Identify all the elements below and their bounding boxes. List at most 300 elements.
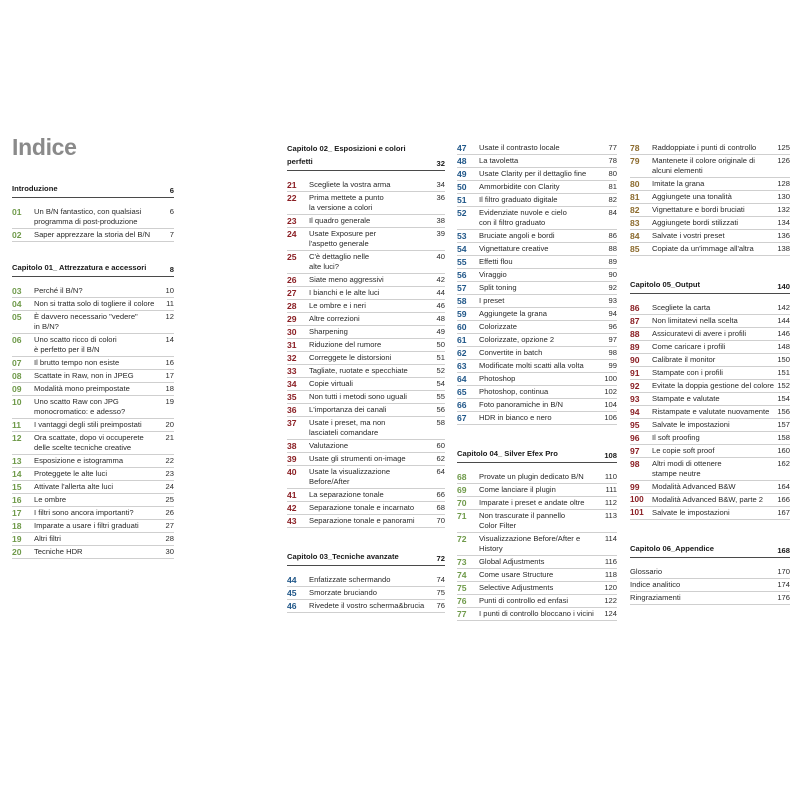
entry-number: 36: [287, 405, 297, 415]
entry-number: 74: [457, 570, 467, 580]
entry-page: 154: [777, 394, 790, 403]
toc-entry[interactable]: [457, 230, 617, 243]
entry-page: 162: [777, 459, 790, 468]
toc-entry[interactable]: [630, 393, 790, 406]
toc-entry[interactable]: [12, 520, 174, 533]
entry-number: 05: [12, 312, 22, 322]
toc-entry[interactable]: [287, 417, 445, 440]
entry-number: 91: [630, 368, 640, 378]
entry-number: 20: [12, 547, 22, 557]
entry-title: Split toning: [479, 283, 517, 292]
toc-entry[interactable]: [287, 440, 445, 453]
entry-title: Global Adjustments: [479, 557, 545, 566]
entry-number: 17: [12, 508, 22, 518]
entry-title: Salvate le impostazioni: [652, 420, 730, 429]
toc-entry[interactable]: [287, 378, 445, 391]
toc-entry[interactable]: [287, 339, 445, 352]
entry-number: 07: [12, 358, 22, 368]
entry-title: Scattate in Raw, non in JPEG: [34, 371, 134, 380]
entry-number: 68: [457, 472, 467, 482]
toc-entry[interactable]: [630, 507, 790, 520]
toc-entry[interactable]: [12, 468, 174, 481]
entry-page: 50: [436, 340, 445, 349]
entry-title: Attivate l'allerta alte luci: [34, 482, 114, 491]
entry-page: 151: [777, 368, 790, 377]
toc-entry[interactable]: [457, 282, 617, 295]
toc-entry[interactable]: [12, 334, 174, 357]
entry-title: Uno scatto Raw con JPG monocromatico: e adesso?: [34, 397, 126, 416]
entry-title: Non limitatevi nella scelta: [652, 316, 738, 325]
entry-title: Imparate i preset e andate oltre: [479, 498, 585, 507]
entry-page: 94: [608, 309, 617, 318]
entry-number: 40: [287, 467, 297, 477]
entry-title: I punti di controllo bloccano i vicini: [479, 609, 594, 618]
entry-title: Il soft proofing: [652, 433, 700, 442]
section-heading-page: 6: [169, 186, 174, 195]
entry-page: 58: [436, 418, 445, 427]
entry-title: Visualizzazione Before/After e History: [479, 534, 581, 553]
entry-number: 25: [287, 252, 297, 262]
toc-entry[interactable]: [457, 321, 617, 334]
entry-title: I filtri sono ancora importanti?: [34, 508, 134, 517]
entry-number: 41: [287, 490, 297, 500]
entry-title: Vignettature e bordi bruciati: [652, 205, 745, 214]
entry-page: 106: [604, 413, 617, 422]
entry-page: 118: [604, 570, 617, 579]
section-heading-title: Capitolo 01_ Attrezzatura e accessori: [12, 263, 147, 272]
toc-entry[interactable]: [12, 357, 174, 370]
toc-entry[interactable]: [287, 574, 445, 587]
toc-entry[interactable]: [457, 256, 617, 269]
toc-entry[interactable]: [630, 566, 790, 579]
entry-title: Rivedete il vostro scherma&brucia: [309, 601, 425, 610]
toc-entry[interactable]: [630, 367, 790, 380]
toc-entry[interactable]: [287, 215, 445, 228]
section-capitolo-05: [630, 278, 790, 520]
entry-number: 04: [12, 299, 22, 309]
toc-entry[interactable]: [630, 579, 790, 592]
entry-page: 110: [604, 472, 617, 481]
entry-title: I bianchi e le alte luci: [309, 288, 380, 297]
section-spacer: [287, 171, 445, 179]
toc-entry[interactable]: [457, 569, 617, 582]
entry-title: Indice analitico: [630, 580, 681, 589]
toc-entry[interactable]: [457, 334, 617, 347]
toc-entry[interactable]: [12, 533, 174, 546]
toc-entry[interactable]: [287, 287, 445, 300]
toc-entry[interactable]: [287, 489, 445, 502]
entry-number: 101: [630, 508, 644, 517]
entry-page: 146: [777, 329, 790, 338]
entry-title: Uno scatto ricco di colori è perfetto per il B/N: [34, 335, 117, 354]
entry-number: 58: [457, 296, 467, 306]
toc-entry[interactable]: [287, 313, 445, 326]
entry-page: 92: [608, 283, 617, 292]
entry-title: Imitate la grana: [652, 179, 705, 188]
section-introduzione: [12, 182, 174, 242]
entry-page: 158: [777, 433, 790, 442]
entry-number: 24: [287, 229, 297, 239]
toc-entry[interactable]: [457, 168, 617, 181]
entry-page: 170: [777, 567, 790, 576]
toc-entry[interactable]: [630, 155, 790, 178]
toc-entry[interactable]: [12, 494, 174, 507]
section-heading[interactable]: [630, 542, 790, 558]
entry-page: 42: [436, 275, 445, 284]
entry-title: Copiate da un'immage all'altra: [652, 244, 754, 253]
toc-entry[interactable]: [457, 471, 617, 484]
section-spacer: [630, 558, 790, 566]
entry-page: 93: [608, 296, 617, 305]
toc-entry[interactable]: [630, 494, 790, 507]
entry-page: 167: [777, 508, 790, 517]
toc-entry[interactable]: [630, 315, 790, 328]
toc-entry[interactable]: [287, 404, 445, 417]
toc-entry[interactable]: [12, 298, 174, 311]
toc-entry[interactable]: [457, 497, 617, 510]
toc-entry[interactable]: [457, 155, 617, 168]
entry-number: 97: [630, 446, 640, 456]
entry-page: 36: [436, 193, 445, 202]
section-heading[interactable]: [287, 550, 445, 566]
entry-page: 28: [165, 534, 174, 543]
toc-entry[interactable]: [457, 608, 617, 621]
toc-entry[interactable]: [630, 191, 790, 204]
entry-page: 132: [777, 205, 790, 214]
entry-title: Usate Exposure per l'aspetto generale: [309, 229, 377, 248]
entry-number: 37: [287, 418, 297, 428]
toc-entry[interactable]: [287, 251, 445, 274]
toc-entry[interactable]: [287, 179, 445, 192]
toc-entry[interactable]: [457, 412, 617, 425]
entry-title: Correggete le distorsioni: [309, 353, 392, 362]
toc-entry[interactable]: [457, 533, 617, 556]
entry-number: 95: [630, 420, 640, 430]
entry-title: Bruciate angoli e bordi: [479, 231, 555, 240]
section-capitolo-03-continued: [457, 142, 617, 425]
entry-number: 10: [12, 397, 22, 407]
entry-page: 111: [605, 485, 617, 494]
section-heading-title: Capitolo 06_Appendice: [630, 544, 714, 553]
toc-entry[interactable]: [630, 142, 790, 155]
toc-entry[interactable]: [630, 243, 790, 256]
entry-number: 86: [630, 303, 640, 313]
entry-title: Sharpening: [309, 327, 348, 336]
toc-entry[interactable]: [457, 582, 617, 595]
entry-page: 136: [777, 231, 790, 240]
entry-title: La tavoletta: [479, 156, 519, 165]
page-title: Indice: [12, 134, 77, 160]
column-1: [12, 182, 174, 559]
entry-page: 114: [604, 534, 617, 543]
entry-page: 77: [608, 143, 617, 152]
toc-entry[interactable]: [630, 592, 790, 605]
entry-page: 66: [436, 490, 445, 499]
section-capitolo-01: [12, 261, 174, 559]
entry-page: 39: [436, 229, 445, 238]
toc-entry[interactable]: [287, 326, 445, 339]
entry-number: 59: [457, 309, 467, 319]
entry-page: 90: [608, 270, 617, 279]
toc-entry[interactable]: [630, 204, 790, 217]
section-heading-page: 32: [436, 159, 445, 168]
entry-page: 30: [165, 547, 174, 556]
entry-number: 61: [457, 335, 467, 345]
toc-entry[interactable]: [12, 229, 174, 242]
entry-page: 62: [436, 454, 445, 463]
entry-number: 53: [457, 231, 467, 241]
entry-page: 88: [608, 244, 617, 253]
entry-number: 28: [287, 301, 297, 311]
toc-entry[interactable]: [457, 595, 617, 608]
entry-page: 46: [436, 301, 445, 310]
entry-page: 128: [777, 179, 790, 188]
entry-page: 82: [608, 195, 617, 204]
toc-entry[interactable]: [12, 432, 174, 455]
toc-entry[interactable]: [457, 142, 617, 155]
toc-entry[interactable]: [12, 206, 174, 229]
entry-page: 86: [608, 231, 617, 240]
section-heading[interactable]: [12, 182, 174, 198]
toc-entry[interactable]: [457, 308, 617, 321]
entry-page: 17: [165, 371, 174, 380]
toc-entry[interactable]: [630, 354, 790, 367]
entry-title: Come lanciare il plugin: [479, 485, 556, 494]
toc-entry[interactable]: [630, 380, 790, 393]
entry-number: 44: [287, 575, 297, 585]
toc-entry[interactable]: [457, 243, 617, 256]
toc-entry[interactable]: [630, 432, 790, 445]
entry-title: Il quadro generale: [309, 216, 371, 225]
entry-number: 13: [12, 456, 22, 466]
entry-page: 150: [777, 355, 790, 364]
entry-title: Assicuratevi di avere i profili: [652, 329, 747, 338]
toc-entry[interactable]: [12, 455, 174, 468]
toc-entry[interactable]: [457, 484, 617, 497]
entry-number: 26: [287, 275, 297, 285]
toc-entry[interactable]: [12, 383, 174, 396]
toc-entry[interactable]: [457, 399, 617, 412]
entry-number: 51: [457, 195, 467, 205]
section-heading-page: 108: [604, 451, 617, 460]
toc-entry[interactable]: [630, 178, 790, 191]
entry-page: 98: [608, 348, 617, 357]
toc-entry[interactable]: [630, 445, 790, 458]
entry-title: Separazione tonale e incarnato: [309, 503, 415, 512]
entry-number: 01: [12, 207, 22, 217]
entry-title: Scegliete la vostra arma: [309, 180, 391, 189]
entry-page: 49: [436, 327, 445, 336]
toc-entry[interactable]: [287, 391, 445, 404]
entry-title: Modalità mono preimpostate: [34, 384, 130, 393]
section-capitolo-04-continued: [630, 142, 790, 256]
entry-title: Provate un plugin dedicato B/N: [479, 472, 584, 481]
entry-number: 99: [630, 482, 640, 492]
section-spacer: [457, 463, 617, 471]
toc-entry[interactable]: [287, 600, 445, 613]
entry-title: Glossario: [630, 567, 663, 576]
column-3: [457, 142, 617, 621]
entry-page: 24: [165, 482, 174, 491]
toc-entry[interactable]: [287, 515, 445, 528]
entry-title: C'è dettaglio nelle alte luci?: [309, 252, 370, 271]
toc-entry[interactable]: [287, 352, 445, 365]
toc-entry[interactable]: [12, 507, 174, 520]
toc-entry[interactable]: [12, 419, 174, 432]
entry-number: 33: [287, 366, 297, 376]
entry-title: Evitate la doppia gestione del colore: [652, 381, 775, 390]
entry-page: 78: [608, 156, 617, 165]
entry-page: 113: [604, 511, 617, 520]
section-heading[interactable]: [287, 142, 445, 171]
entry-title: Come caricare i profili: [652, 342, 726, 351]
entry-page: 21: [165, 433, 174, 442]
toc-entry[interactable]: [12, 370, 174, 383]
toc-entry[interactable]: [630, 481, 790, 494]
toc-entry[interactable]: [287, 453, 445, 466]
toc-entry[interactable]: [630, 217, 790, 230]
section-heading[interactable]: [12, 261, 174, 277]
toc-entry[interactable]: [630, 341, 790, 354]
entry-page: 7: [169, 230, 174, 239]
entry-number: 18: [12, 521, 22, 531]
entry-title: Non tutti i metodi sono uguali: [309, 392, 407, 401]
entry-number: 35: [287, 392, 297, 402]
entry-page: 40: [436, 252, 445, 261]
entry-page: 60: [436, 441, 445, 450]
toc-entry[interactable]: [630, 406, 790, 419]
section-capitolo-06: [630, 542, 790, 605]
entry-page: 134: [777, 218, 790, 227]
entry-number: 50: [457, 182, 467, 192]
entry-number: 42: [287, 503, 297, 513]
entry-page: 74: [436, 575, 445, 584]
section-heading[interactable]: [457, 447, 617, 463]
entry-title: I vantaggi degli stili preimpostati: [34, 420, 142, 429]
toc-entry[interactable]: [287, 228, 445, 251]
toc-entry[interactable]: [630, 458, 790, 481]
toc-entry[interactable]: [287, 274, 445, 287]
toc-entry[interactable]: [457, 194, 617, 207]
entry-number: 82: [630, 205, 640, 215]
entry-number: 34: [287, 379, 297, 389]
entry-number: 62: [457, 348, 467, 358]
toc-entry[interactable]: [457, 386, 617, 399]
entry-page: 20: [165, 420, 174, 429]
entry-page: 10: [165, 286, 174, 295]
entry-number: 89: [630, 342, 640, 352]
entry-number: 22: [287, 193, 297, 203]
entry-page: 11: [166, 299, 174, 308]
entry-title: I preset: [479, 296, 505, 305]
toc-entry[interactable]: [12, 481, 174, 494]
toc-entry[interactable]: [630, 230, 790, 243]
entry-title: Saper apprezzare la storia del B/N: [34, 230, 151, 239]
section-heading-page: 8: [169, 265, 174, 274]
toc-entry[interactable]: [457, 510, 617, 533]
toc-entry[interactable]: [12, 396, 174, 419]
toc-entry[interactable]: [12, 311, 174, 334]
toc-entry[interactable]: [287, 466, 445, 489]
entry-title: Riduzione del rumore: [309, 340, 382, 349]
toc-entry[interactable]: [457, 207, 617, 230]
entry-number: 19: [12, 534, 22, 544]
entry-title: Convertite in batch: [479, 348, 543, 357]
section-capitolo-02: [287, 142, 445, 528]
entry-number: 38: [287, 441, 297, 451]
toc-entry[interactable]: [12, 285, 174, 298]
toc-entry[interactable]: [457, 556, 617, 569]
toc-entry[interactable]: [457, 295, 617, 308]
entry-title: Foto panoramiche in B/N: [479, 400, 563, 409]
entry-number: 85: [630, 244, 640, 254]
entry-page: 6: [169, 207, 174, 216]
toc-entry[interactable]: [287, 502, 445, 515]
entry-number: 56: [457, 270, 467, 280]
section-heading-page: 168: [777, 546, 790, 555]
entry-title: Esposizione e istogramma: [34, 456, 124, 465]
entry-title: Altri filtri: [34, 534, 61, 543]
toc-entry[interactable]: [630, 302, 790, 315]
section-heading[interactable]: [630, 278, 790, 294]
entry-page: 89: [608, 257, 617, 266]
entry-number: 88: [630, 329, 640, 339]
entry-page: 19: [165, 397, 174, 406]
entry-title: Aggiungete una tonalità: [652, 192, 732, 201]
entry-page: 100: [604, 374, 617, 383]
entry-title: Ammorbidite con Clarity: [479, 182, 560, 191]
entry-number: 67: [457, 413, 467, 423]
toc-entry[interactable]: [287, 192, 445, 215]
entry-number: 09: [12, 384, 22, 394]
entry-number: 54: [457, 244, 467, 254]
entry-title: Non trascurate il pannello Color Filter: [479, 511, 566, 530]
entry-page: 120: [604, 583, 617, 592]
section-heading-page: 72: [436, 554, 445, 563]
entry-number: 71: [457, 511, 467, 521]
toc-entry[interactable]: [457, 373, 617, 386]
entry-number: 49: [457, 169, 467, 179]
entry-number: 98: [630, 459, 640, 469]
entry-number: 100: [630, 495, 644, 504]
toc-entry[interactable]: [457, 347, 617, 360]
toc-entry[interactable]: [287, 587, 445, 600]
toc-entry[interactable]: [12, 546, 174, 559]
toc-entry[interactable]: [630, 328, 790, 341]
toc-entry[interactable]: [457, 269, 617, 282]
entry-number: 46: [287, 601, 297, 611]
entry-title: Prima mettete a punto la versione a colori: [309, 193, 384, 212]
entry-title: Mantenete il colore originale di alcuni elementi: [652, 156, 755, 175]
toc-entry[interactable]: [457, 360, 617, 373]
section-spacer: [287, 566, 445, 574]
entry-page: 81: [608, 182, 617, 191]
entry-title: Usate la visualizzazione Before/After: [309, 467, 391, 486]
entry-page: 54: [436, 379, 445, 388]
entry-title: Come usare Structure: [479, 570, 554, 579]
entry-title: Altre correzioni: [309, 314, 360, 323]
entry-number: 73: [457, 557, 467, 567]
toc-entry[interactable]: [457, 181, 617, 194]
toc-entry[interactable]: [287, 300, 445, 313]
entry-title: Aggiungete bordi stilizzati: [652, 218, 739, 227]
toc-entry[interactable]: [630, 419, 790, 432]
toc-entry[interactable]: [287, 365, 445, 378]
entry-number: 96: [630, 433, 640, 443]
entry-number: 76: [457, 596, 467, 606]
entry-page: 27: [165, 521, 174, 530]
entry-title: Un B/N fantastico, con qualsiasi programma di post-produzione: [34, 207, 142, 226]
